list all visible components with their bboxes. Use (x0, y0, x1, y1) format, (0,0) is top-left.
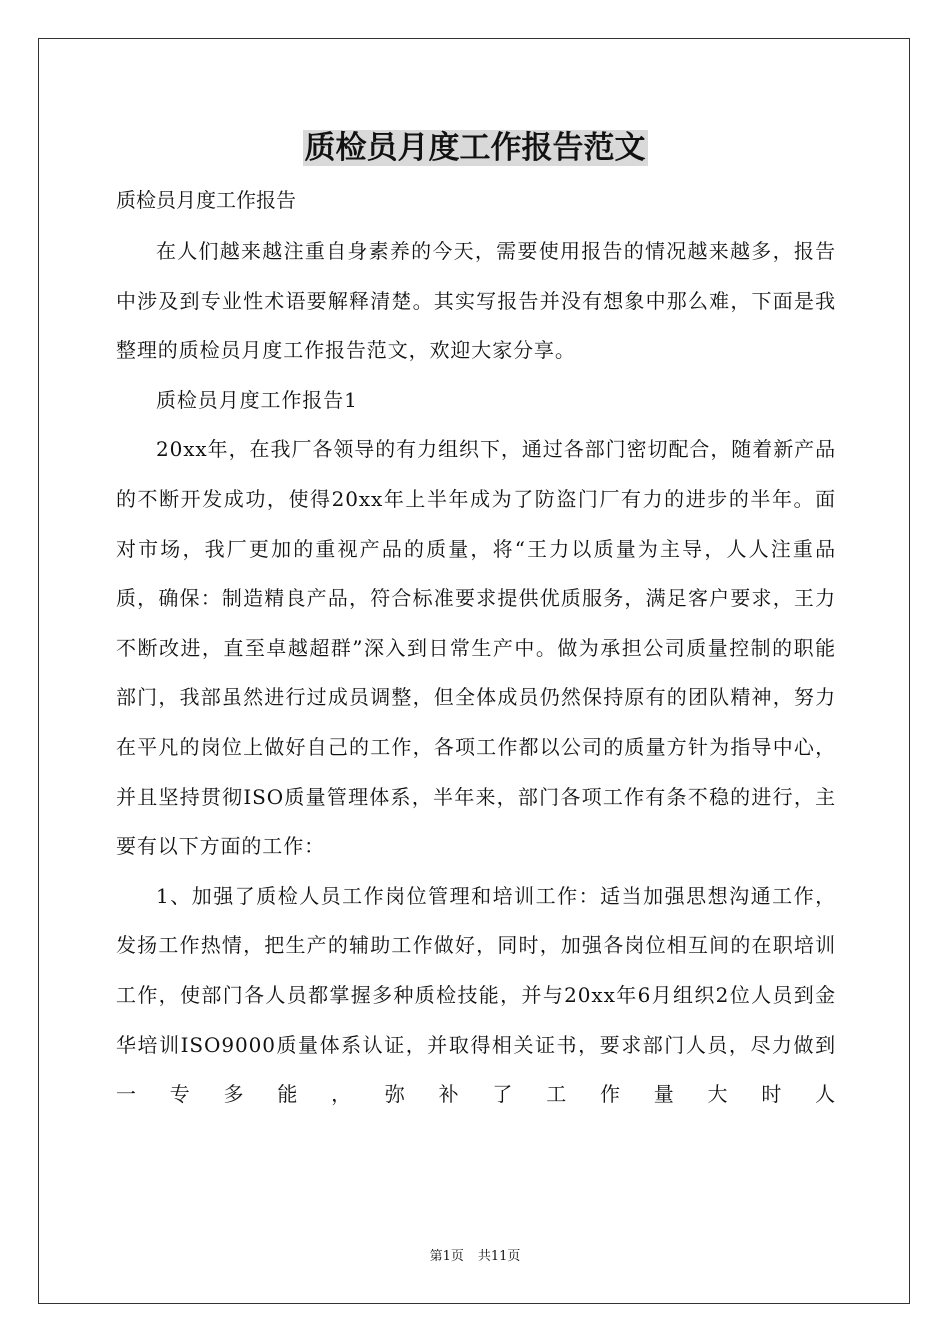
body-paragraph: 1、加强了质检人员工作岗位管理和培训工作：适当加强思想沟通工作，发扬工作热情，把生产的辅助工作做好，同时，加强各岗位相互间的在职培训工作，使部门各人员都掌握多种质检技能，并与20xx年6月组织2位人员到金华培训ISO9000质量体系认证，并取得相关证书，要求部门人员，尽力做到一专多能，弥补了工作量大时人 (116, 883, 836, 1107)
document-subtitle: 质检员月度工作报告 (116, 188, 296, 212)
page-footer (0, 1248, 950, 1266)
intro-paragraph: 在人们越来越注重自身素养的今天，需要使用报告的情况越来越多，报告中涉及到专业性术语要解释清楚。其实写报告并没有想象中那么难，下面是我整理的质检员月度工作报告范文，欢迎大家分享。 (116, 239, 836, 363)
page-total: 共11页 (477, 1249, 521, 1264)
document-title-text: 质检员月度工作报告范文 (304, 130, 646, 166)
document-title (0, 126, 950, 170)
document-body (116, 227, 836, 1120)
page-number: 第1页 (429, 1249, 464, 1264)
body-paragraph: 20xx年，在我厂各领导的有力组织下，通过各部门密切配合，随着新产品的不断开发成功，使得20xx年上半年成为了防盗门厂有力的进步的半年。面对市场，我厂更加的重视产品的质量，将“王力以质量为主导，人人注重品质，确保：制造精良产品，符合标准要求提供优质服务，满足客户要求，王力不断改进，直至卓越超群”深入到日常生产中。做为承担公司质量控制的职能部门，我部虽然进行过成员调整，但全体成员仍然保持原有的团队精神，努力在平凡的岗位上做好自己的工作，各项工作都以公司的质量方针为指导中心，并且坚持贯彻ISO质量管理体系，半年来，部门各项工作有条不稳的进行，主要有以下方面的工作： (116, 437, 836, 859)
section-heading: 质检员月度工作报告1 (156, 387, 358, 412)
